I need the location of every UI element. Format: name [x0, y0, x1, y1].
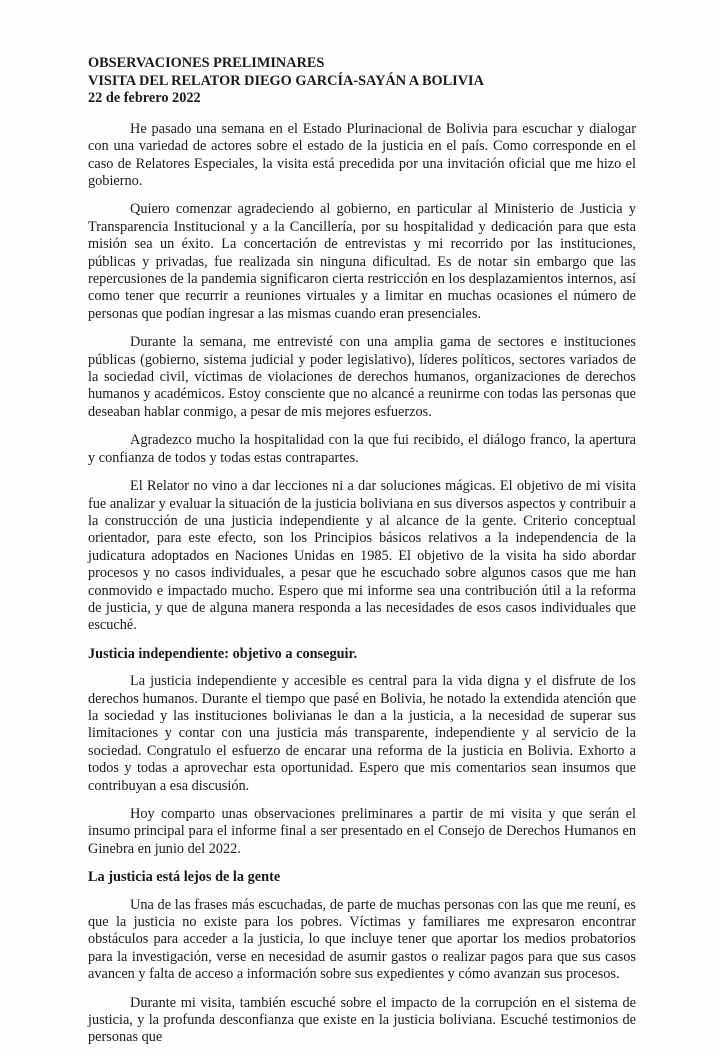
document-body — [88, 121, 636, 1047]
paragraph: La justicia independiente y accesible es central para la vida digna y el disfrute de los derechos humanos. Durante el tiempo que pasé en Bolivia, he notado la extendida atención que la sociedad y las instituciones bolivianas le dan a la justicia, a la necesidad de superar sus limitaciones y contar con una justicia más transparente, independiente y al servicio de la sociedad. Congratulo el esfuerzo de encarar una reforma de la justicia en Bolivia. Exhorto a todos y todas a aprovechar esta oportunidad. Espero que mis comentarios sean insumos que contribuyan a esa discusión. — [88, 673, 636, 794]
paragraph: Quiero comenzar agradeciendo al gobierno, en particular al Ministerio de Justicia y Transparencia Institucional y a la Cancillería, por su hospitalidad y dedicación para que esta misión sea un éxito. La concertación de entrevistas y mi recorrido por las instituciones, públicas y privadas, fue realizada sin ninguna dificultad. Es de notar sin embargo que las repercusiones de la pandemia significaron cierta restricción en los desplazamientos internos, así como tener que recurrir a reuniones virtuales y a limitar en muchas ocasiones el número de personas que podían ingresar a las mismas cuando eran presenciales. — [88, 201, 636, 322]
paragraph: El Relator no vino a dar lecciones ni a dar soluciones mágicas. El objetivo de mi visita fue analizar y evaluar la situación de la justicia boliviana en sus diversos aspectos y contribuir a la construcción de una justicia independiente y al alcance de la gente. Criterio conceptual orientador, para este efecto, son los Principios básicos relativos a la independencia de la judicatura adoptados en Naciones Unidas en 1985. El objetivo de la visita ha sido abordar procesos y no casos individuales, a pesar que he escuchado sobre algunos casos que me han conmovido e impactado mucho. Espero que mi informe sea una contribución útil a la reforma de justicia, y que de alguna manera responda a las necesidades de esos casos individuales que escuché. — [88, 478, 636, 634]
paragraph: Agradezco mucho la hospitalidad con la que fui recibido, el diálogo franco, la apertura y confianza de todos y todas estas contrapartes. — [88, 432, 636, 466]
document-title — [88, 55, 636, 108]
paragraph: Una de las frases más escuchadas, de parte de muchas personas con las que me reuní, es que la justicia no existe para los pobres. Víctimas y familiares me expresaron encontrar obstáculos para acceder a la justicia, lo que incluye tener que aportar los medios probatorios para la investigación, verse en necesidad de asumir gastos o realizar pagos para que sus casos avancen y falta de acceso a información sobre sus expedientes y cómo avanzan sus procesos. — [88, 896, 636, 983]
paragraph: Durante mi visita, también escuché sobre el impacto de la corrupción en el sistema de justicia, y la profunda desconfianza que existe en la justicia boliviana. Escuché testimonios de personas que — [88, 994, 636, 1046]
title-date: 22 de febrero 2022 — [88, 90, 201, 107]
paragraph: Hoy comparto unas observaciones preliminares a partir de mi visita y que serán el insumo principal para el informe final a ser presentado en el Consejo de Derechos Humanos en Ginebra en junio del 2022. — [88, 806, 636, 857]
paragraph: Durante la semana, me entrevisté con una amplia gama de sectores e instituciones públicas (gobierno, sistema judicial y poder legislativo), líderes políticos, sectores variados de la sociedad civil, víctimas de violaciones de derechos humanos, organizaciones de derechos humanos y académicos. Estoy consciente que no alcancé a reunirme con todas las personas que deseaban hablar conmigo, a pesar de mis mejores esfuerzos. — [88, 334, 636, 420]
section-heading: La justicia está lejos de la gente — [88, 869, 281, 886]
section-heading: Justicia independiente: objetivo a conseguir. — [88, 645, 358, 662]
title-heading: OBSERVACIONES PRELIMINARES — [88, 55, 325, 71]
paragraph: He pasado una semana en el Estado Plurinacional de Bolivia para escuchar y dialogar con una variedad de actores sobre el estado de la justicia en el país. Como corresponde en el caso de Relatores Especiales, la visita está precedida por una invitación oficial que me hizo el gobierno. — [88, 120, 636, 189]
document-page — [88, 55, 636, 1058]
title-subheading: VISITA DEL RELATOR DIEGO GARCÍA-SAYÁN A BOLIVIA — [88, 72, 484, 89]
